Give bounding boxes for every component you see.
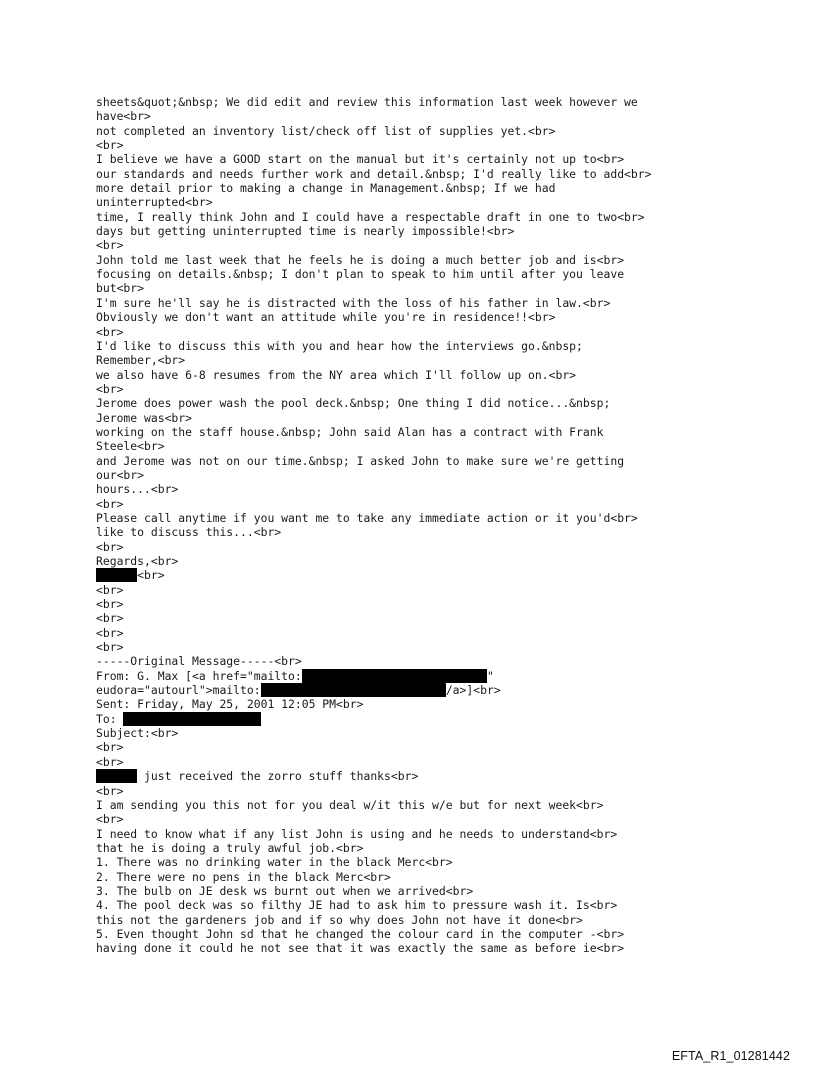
line-text: just received the zorro stuff thanks<br> [137, 769, 419, 784]
document-line [96, 841, 796, 855]
document-line [96, 482, 796, 496]
document-line [96, 296, 796, 310]
line-text: having done it could he not see that it was exactly the same as before ie<br> [96, 941, 625, 956]
line-text: Please call anytime if you want me to take any immediate action or it you'd<br> [96, 510, 638, 525]
document-line [96, 669, 796, 683]
line-text: <br> [96, 496, 124, 511]
document-line [96, 195, 796, 209]
document-line [96, 626, 796, 640]
document-line [96, 597, 796, 611]
document-line [96, 697, 796, 711]
document-line [96, 439, 796, 453]
line-text: but<br> [96, 281, 145, 296]
line-text: 4. The pool deck was so filthy JE had to ask him to pressure wash it. Is<br> [96, 898, 618, 913]
line-text: <br> [96, 597, 124, 612]
document-line [96, 411, 796, 425]
line-text: <br> [96, 783, 124, 798]
document-line [96, 525, 796, 539]
line-text: John told me last week that he feels he is doing a much better job and is<br> [96, 252, 625, 267]
line-text: uninterrupted<br> [96, 195, 213, 210]
document-line [96, 784, 796, 798]
redaction-block [123, 712, 260, 726]
document-line [96, 870, 796, 884]
line-text: time, I really think John and I could have a respectable draft in one to two<br> [96, 209, 645, 224]
document-line [96, 454, 796, 468]
document-line [96, 95, 796, 109]
line-text: 2. There were no pens in the black Merc<br> [96, 869, 391, 884]
line-text: <br> [96, 611, 124, 626]
document-line [96, 497, 796, 511]
document-line [96, 339, 796, 353]
document-line [96, 654, 796, 668]
document-line [96, 755, 796, 769]
document-line [96, 540, 796, 554]
line-text: Steele<br> [96, 439, 165, 454]
line-text: To: [96, 711, 124, 726]
document-line [96, 109, 796, 123]
document-line [96, 181, 796, 195]
redaction-block [261, 683, 446, 697]
line-text: I'm sure he'll say he is distracted with the loss of his father in law.<br> [96, 295, 611, 310]
redaction-block [96, 568, 137, 582]
redaction-block [96, 769, 137, 783]
document-line [96, 511, 796, 525]
document-line [96, 898, 796, 912]
line-text: more detail prior to making a change in Management.&nbsp; If we had [96, 181, 556, 196]
document-line [96, 253, 796, 267]
line-text: Subject:<br> [96, 726, 179, 741]
line-text: <br> [96, 381, 124, 396]
document-line [96, 855, 796, 869]
line-text: Regards,<br> [96, 554, 179, 568]
line-text: 3. The bulb on JE desk ws burnt out when we arrived<br> [96, 883, 474, 898]
line-text: have<br> [96, 109, 151, 124]
line-text: Jerome was<br> [96, 410, 193, 425]
line-text: <br> [96, 138, 124, 153]
document-line [96, 798, 796, 812]
line-text: this not the gardeners job and if so why does John not have it done<br> [96, 912, 583, 927]
line-text: -----Original Message-----<br> [96, 654, 302, 669]
document-line [96, 913, 796, 927]
document-line [96, 224, 796, 238]
document-line [96, 683, 796, 697]
line-text: <br> [96, 238, 124, 253]
document-line [96, 769, 796, 783]
document-line [96, 152, 796, 166]
document-line [96, 396, 796, 410]
document-line [96, 568, 796, 582]
document-line [96, 124, 796, 138]
line-text: From: G. Max [<a href="mailto: [96, 668, 302, 683]
line-text: 1. There was no drinking water in the black Merc<br> [96, 855, 453, 870]
line-text: I need to know what if any list John is using and he needs to understand<br> [96, 826, 618, 841]
document-line [96, 281, 796, 295]
document-line [96, 353, 796, 367]
document-line [96, 726, 796, 740]
line-text: I'd like to discuss this with you and hear how the interviews go.&nbsp; [96, 338, 583, 353]
line-text: like to discuss this...<br> [96, 525, 282, 540]
line-text: not completed an inventory list/check off list of supplies yet.<br> [96, 123, 556, 138]
document-line [96, 884, 796, 898]
line-text: our standards and needs further work and detail.&nbsp; I'd really like to add<br> [96, 166, 652, 181]
document-line [96, 325, 796, 339]
line-text: Obviously we don't want an attitude while you're in residence!!<br> [96, 310, 556, 325]
line-text: we also have 6-8 resumes from the NY area which I'll follow up on.<br> [96, 367, 577, 382]
document-line [96, 238, 796, 252]
line-text: <br> [96, 582, 124, 597]
document-line [96, 927, 796, 941]
document-line [96, 941, 796, 955]
document-line [96, 583, 796, 597]
line-text: that he is doing a truly awful job.<br> [96, 840, 364, 855]
document-line [96, 468, 796, 482]
line-text: Remember,<br> [96, 353, 186, 368]
line-text: Sent: Friday, May 25, 2001 12:05 PM<br> [96, 697, 364, 712]
document-line [96, 382, 796, 396]
line-text: <br> [96, 640, 124, 655]
line-text: sheets&quot;&nbsp; We did edit and review this information last week however we [96, 95, 638, 109]
line-text: <br> [96, 324, 124, 339]
line-text: focusing on details.&nbsp; I don't plan to speak to him until after you leave [96, 267, 625, 282]
line-text: our<br> [96, 467, 145, 482]
line-text: days but getting uninterrupted time is nearly impossible!<br> [96, 224, 515, 239]
line-text: <br> [96, 754, 124, 769]
document-line [96, 554, 796, 568]
bates-number: EFTA_R1_01281442 [671, 1049, 790, 1063]
line-text: eudora="autourl">mailto: [96, 683, 261, 698]
line-text: <br> [137, 568, 165, 583]
line-text: <br> [96, 539, 124, 554]
line-text: /a>]<br> [445, 683, 501, 698]
line-text: 5. Even thought John sd that he changed the colour card in the computer -<br> [96, 926, 625, 941]
line-text: and Jerome was not on our time.&nbsp; I asked John to make sure we're getting [96, 453, 625, 468]
line-text: I am sending you this not for you deal w/it this w/e but for next week<br> [96, 797, 604, 812]
line-text: <br> [96, 812, 124, 827]
document-line [96, 267, 796, 281]
document-line [96, 167, 796, 181]
document-line [96, 740, 796, 754]
document-line [96, 310, 796, 324]
document-line [96, 138, 796, 152]
document-line [96, 827, 796, 841]
line-text: " [486, 668, 494, 683]
document-line [96, 368, 796, 382]
document-line [96, 425, 796, 439]
line-text: working on the staff house.&nbsp; John said Alan has a contract with Frank [96, 424, 604, 439]
line-text: <br> [96, 625, 124, 640]
line-text: I believe we have a GOOD start on the manual but it's certainly not up to<br> [96, 152, 625, 167]
email-document-body [96, 95, 796, 956]
document-line [96, 812, 796, 826]
document-line [96, 640, 796, 654]
line-text: Jerome does power wash the pool deck.&nbsp; One thing I did notice...&nbsp; [96, 396, 611, 411]
document-line [96, 712, 796, 726]
line-text: hours...<br> [96, 482, 179, 497]
document-line [96, 210, 796, 224]
line-text: <br> [96, 740, 124, 755]
redaction-block [302, 669, 487, 683]
document-line [96, 611, 796, 625]
